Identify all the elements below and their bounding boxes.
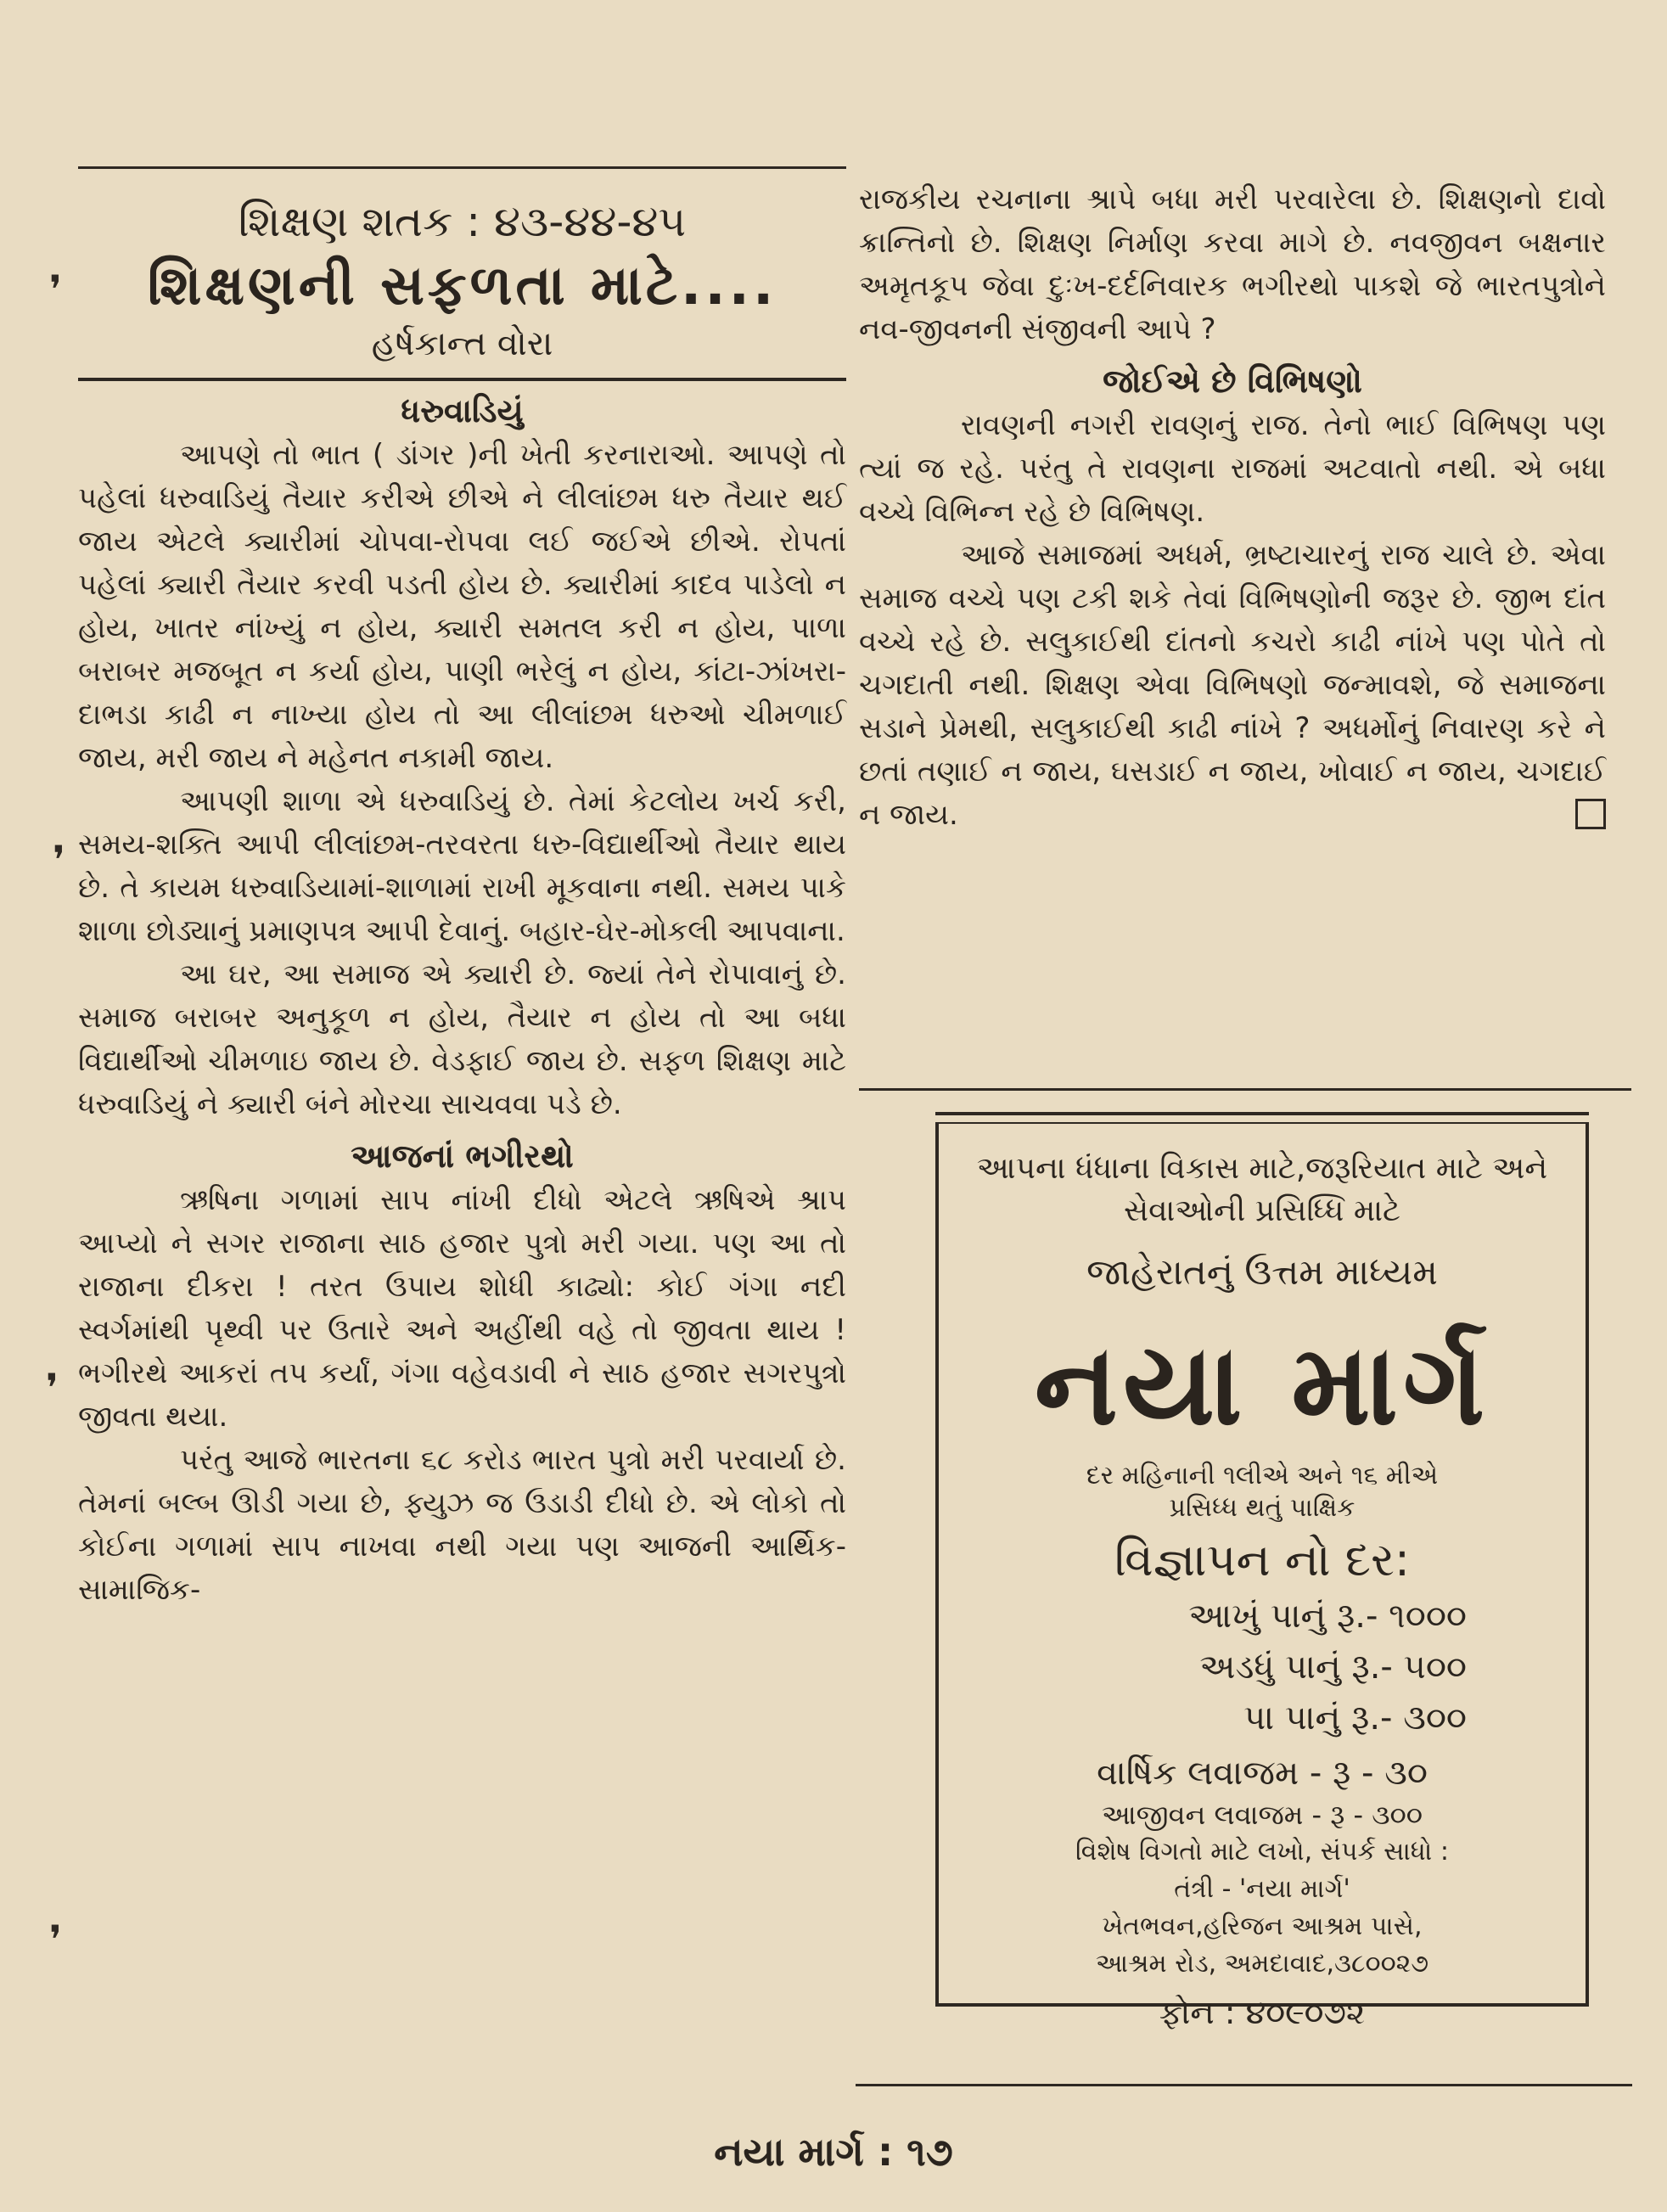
section-heading: ધરુવાડિયું: [401, 392, 524, 429]
ad-contact-line: તંત્રી - 'નયા માર્ગ': [1174, 1874, 1350, 1904]
bottom-rule: [856, 2084, 1632, 2086]
ad-rate-quarter-page: પા પાનું રૂ.- ૩૦૦: [1243, 1698, 1467, 1738]
section-heading: જોઈએ છે વિભિષણો: [1103, 362, 1362, 400]
paragraph: આ ઘર, આ સમાજ એ ક્યારી છે. જ્યાં તેને રોપાવાનું છે. સમાજ બરાબર અનુકૂળ ન હોય, તૈયાર ન હોય તો આ બધા વિદ્યાર્થીઓ ચીમળાઇ જાય છે. વેડફાઈ જાય છે. સફળ શિક્ષણ માટે ધરુવાડિયું ને ક્યારી બંને મોરચા સાચવવા પડે છે.: [78, 957, 846, 1121]
series-kicker: શિક્ષણ શતક : ૪૩-૪૪-૪૫: [238, 197, 687, 246]
article-author: હર્ષકાન્ત વોરા: [371, 324, 553, 363]
binding-hole-mark-icon: ❜: [46, 1365, 59, 1411]
binding-hole-mark-icon: ❜: [49, 1917, 62, 1962]
right-column: [859, 178, 1606, 837]
ad-annual-subscription: વાર્ષિક લવાજમ - રૂ - ૩૦: [1097, 1754, 1428, 1793]
ad-rate-full-page: આખું પાનું રૂ.- ૧૦૦૦: [1188, 1597, 1467, 1636]
end-mark-icon: [1575, 799, 1606, 829]
paragraph: આપણી શાળા એ ધરુવાડિયું છે. તેમાં કેટલોય ખર્ચ કરી, સમય-શક્તિ આપી લીલાંછમ-તરવરતા ધરુ-વિદ્યાર્થીઓ તૈયાર થાય છે. તે કાયમ ધરુવાડિયામાં-શાળામાં રાખી મૂકવાના નથી. સમય પાકે શાળા છોડ્યાનું પ્રમાણપત્ર આપી દેવાનું. બહાર-ઘેર-મોકલી આપવાના.: [78, 784, 846, 948]
ad-lifetime-subscription: આજીવન લવાજમ - રૂ - ૩૦૦: [1101, 1799, 1423, 1831]
paragraph: [859, 534, 1606, 837]
ad-rate-half-page: અડધું પાનું રૂ.- ૫૦૦: [1199, 1648, 1467, 1687]
page-footer: નયા માર્ગ : ૧૭: [714, 2129, 953, 2175]
article-title-block: [78, 169, 846, 378]
header-bottom-rule: [78, 378, 846, 381]
advertisement-box: [935, 1112, 1589, 2037]
ad-headline: જાહેરાતનું ઉત્તમ માધ્યમ: [1086, 1251, 1438, 1293]
ad-content: [935, 1124, 1589, 2031]
paragraph: પરંતુ આજે ભારતના ૬૮ કરોડ ભારત પુત્રો મરી પરવાર્યા છે. તેમનાં બલ્બ ઊડી ગયા છે, ફ્યુઝ જ ઉડાડી દીધો છે. એ લોકો તો કોઈના ગળામાં સાપ નાખવા નથી ગયા પણ આજની આર્થિક-સામાજિક-: [78, 1443, 846, 1607]
ad-contact-line: ખેતભવન,હરિજન આશ્રમ પાસે,: [1102, 1912, 1423, 1941]
ad-schedule: પ્રસિધ્ધ થતું પાક્ષિક: [1169, 1493, 1355, 1523]
left-column: [78, 166, 846, 1612]
ad-brand-logo: નયા માર્ગ: [1034, 1320, 1490, 1451]
paragraph: આપણે તો ભાત ( ડાંગર )ની ખેતી કરનારાઓ. આપણે તો પહેલાં ધરુવાડિયું તૈયાર કરીએ છીએ ને લીલાંછમ ધરુ તૈયાર થઈ જાય એટલે ક્યારીમાં ચોપવા-રોપવા લઈ જઈએ છીએ. રોપતાં પહેલાં ક્યારી તૈયાર કરવી પડતી હોય છે. ક્યારીમાં કાદવ પાડેલો ન હોય, ખાતર નાંખ્યું ન હોય, ક્યારી સમતલ કરી ન હોય, પાળા બરાબર મજબૂત ન કર્યા હોય, પાણી ભરેલું ન હોય, કાંટા-ઝાંખરા-દાભડા કાઢી ન નાખ્યા હોય તો આ લીલાંછમ ધરુઓ ચીમળાઈ જાય, મરી જાય ને મહેનત નકામી જાય.: [78, 438, 846, 775]
ad-phone: ફોન : ૪૦૯૦૭૨: [1159, 1994, 1366, 2031]
ad-schedule: દર મહિનાની ૧લીએ અને ૧૬ મીએ: [1086, 1461, 1439, 1491]
binding-hole-mark-icon: ❜: [49, 267, 62, 312]
paragraph-text: આજે સમાજમાં અધર્મ, ભ્રષ્ટાચારનું રાજ ચાલે છે. એવા સમાજ વચ્ચે પણ ટકી શકે તેવાં વિભિષણોની જરૂર છે. જીભ દાંત વચ્ચે રહે છે. સલુકાઈથી દાંતનો કચરો કાઢી નાંખે પણ પોતે તો ચગદાતી નથી. શિક્ષણ એવા વિભિષણો જન્માવશે, જે સમાજના સડાને પ્રેમથી, સલુકાઈથી કાઢી નાંખે ? અધર્મોનું નિવારણ કરે ને છતાં તણાઈ ન જાય, ઘસડાઈ ન જાય, ખોવાઈ ન જાય, ચગદાઈ ન જાય.: [859, 538, 1606, 832]
ad-top-border: [935, 1112, 1589, 1124]
article-title: શિક્ષણની સફળતા માટે....: [147, 255, 777, 317]
paragraph: ઋષિના ગળામાં સાપ નાંખી દીધો એટલે ઋષિએ શ્રાપ આપ્યો ને સગર રાજાના સાઠ હજાર પુત્રો મરી ગયા. પણ આ તો રાજાના દીકરા ! તરત ઉપાય શોધી કાઢ્યો: કોઈ ગંગા નદી સ્વર્ગમાંથી પૃથ્વી પર ઉતારે અને અહીંથી વહે તો જીવતા થાય ! ભગીરથે આકરાં તપ કર્યાં, ગંગા વહેવડાવી ને સાઠ હજાર સગરપુત્રો જીવતા થયા.: [78, 1183, 846, 1434]
ad-tagline: આપના ધંધાના વિકાસ માટે,જરૂરિયાત માટે અને: [976, 1151, 1548, 1186]
ad-tagline: સેવાઓની પ્રસિધ્ધિ માટે: [1123, 1193, 1401, 1228]
section-heading: આજનાં ભગીરથો: [351, 1137, 574, 1175]
ad-rates-title: વિજ્ઞાપન નો દર:: [1114, 1533, 1411, 1586]
column-divider-rule: [859, 1088, 1631, 1091]
paragraph-continuation: રાજકીય રચનાના શ્રાપે બધા મરી પરવારેલા છે. શિક્ષણનો દાવો ક્રાન્તિનો છે. શિક્ષણ નિર્માણ કરવા માગે છે. નવજીવન બક્ષનાર અમૃતકૂપ જેવા દુઃખ-દર્દનિવારક ભગીરથો પાકશે જે ભારતપુત્રોને નવ-જીવનની સંજીવની આપે ?: [859, 182, 1606, 346]
binding-hole-mark-icon: ❜: [53, 837, 65, 883]
ad-contact-line: વિશેષ વિગતો માટે લખો, સંપર્ક સાધો :: [1075, 1837, 1449, 1867]
ad-contact-line: આશ્રમ રોડ, અમદાવાદ,૩૮૦૦૨૭: [1095, 1949, 1429, 1979]
paragraph: રાવણની નગરી રાવણનું રાજ. તેનો ભાઈ વિભિષણ પણ ત્યાં જ રહે. પરંતુ તે રાવણના રાજમાં અટવાતો નથી. એ બધા વચ્ચે વિભિન્ન રહે છે વિભિષણ.: [859, 408, 1606, 529]
